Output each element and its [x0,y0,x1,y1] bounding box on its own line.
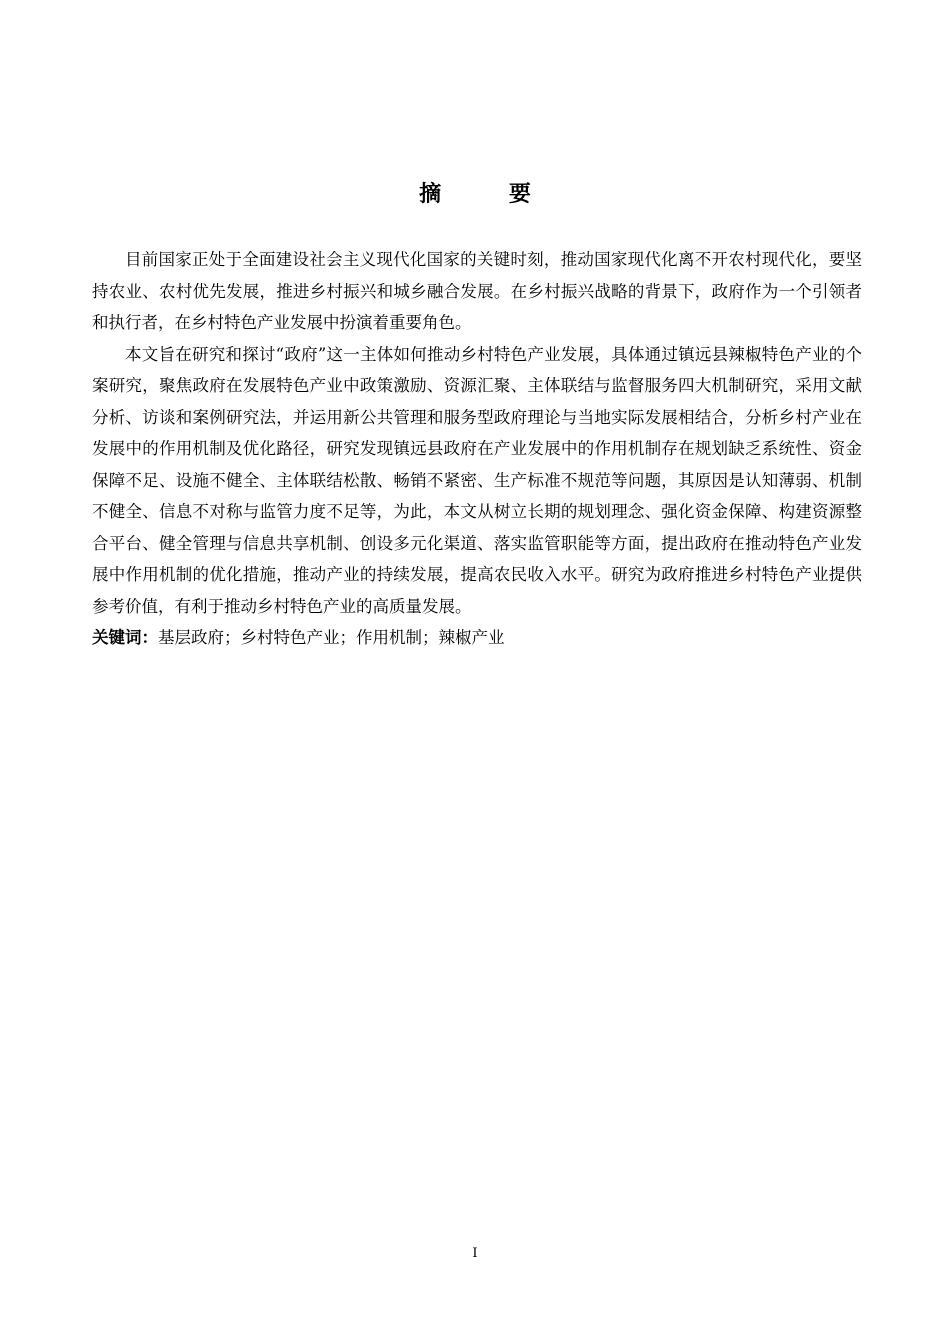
abstract-title: 摘 要 [419,182,561,207]
abstract-paragraph-1: 目前国家正处于全面建设社会主义现代化国家的关键时刻，推动国家现代化离不开农村现代化，要坚持农业、农村优先发展，推进乡村振兴和城乡融合发展。在乡村振兴战略的背景下，政府作为一个引领者和执行者，在乡村特色产业发展中扮演着重要角色。 [92,250,862,332]
keywords-line [92,622,862,654]
abstract-body [92,244,862,654]
keywords-label: 关键词： [92,628,158,647]
abstract-paragraph-2: 本文旨在研究和探讨“政府”这一主体如何推动乡村特色产业发展，具体通过镇远县辣椒特色产业的个案研究，聚焦政府在发展特色产业中政策激励、资源汇聚、主体联结与监督服务四大机制研究，采用文献分析、访谈和案例研究法，并运用新公共管理和服务型政府理论与当地实际发展相结合，分析乡村产业在发展中的作用机制及优化路径，研究发现镇远县政府在产业发展中的作用机制存在规划缺乏系统性、资金保障不足、设施不健全、主体联结松散、畅销不紧密、生产标准不规范等问题，其原因是认知薄弱、机制不健全、信息不对称与监管力度不足等，为此，本文从树立长期的规划理念、强化资金保障、构建资源整合平台、健全管理与信息共享机制、创设多元化渠道、落实监管职能等方面，提出政府在推动特色产业发展中作用机制的优化措施，推动产业的持续发展，提高农民收入水平。研究为政府推进乡村特色产业提供参考价值，有利于推动乡村特色产业的高质量发展。 [92,344,862,616]
page-number: I [472,1246,478,1261]
keywords-text: 基层政府；乡村特色产业；作用机制；辣椒产业 [158,628,505,647]
